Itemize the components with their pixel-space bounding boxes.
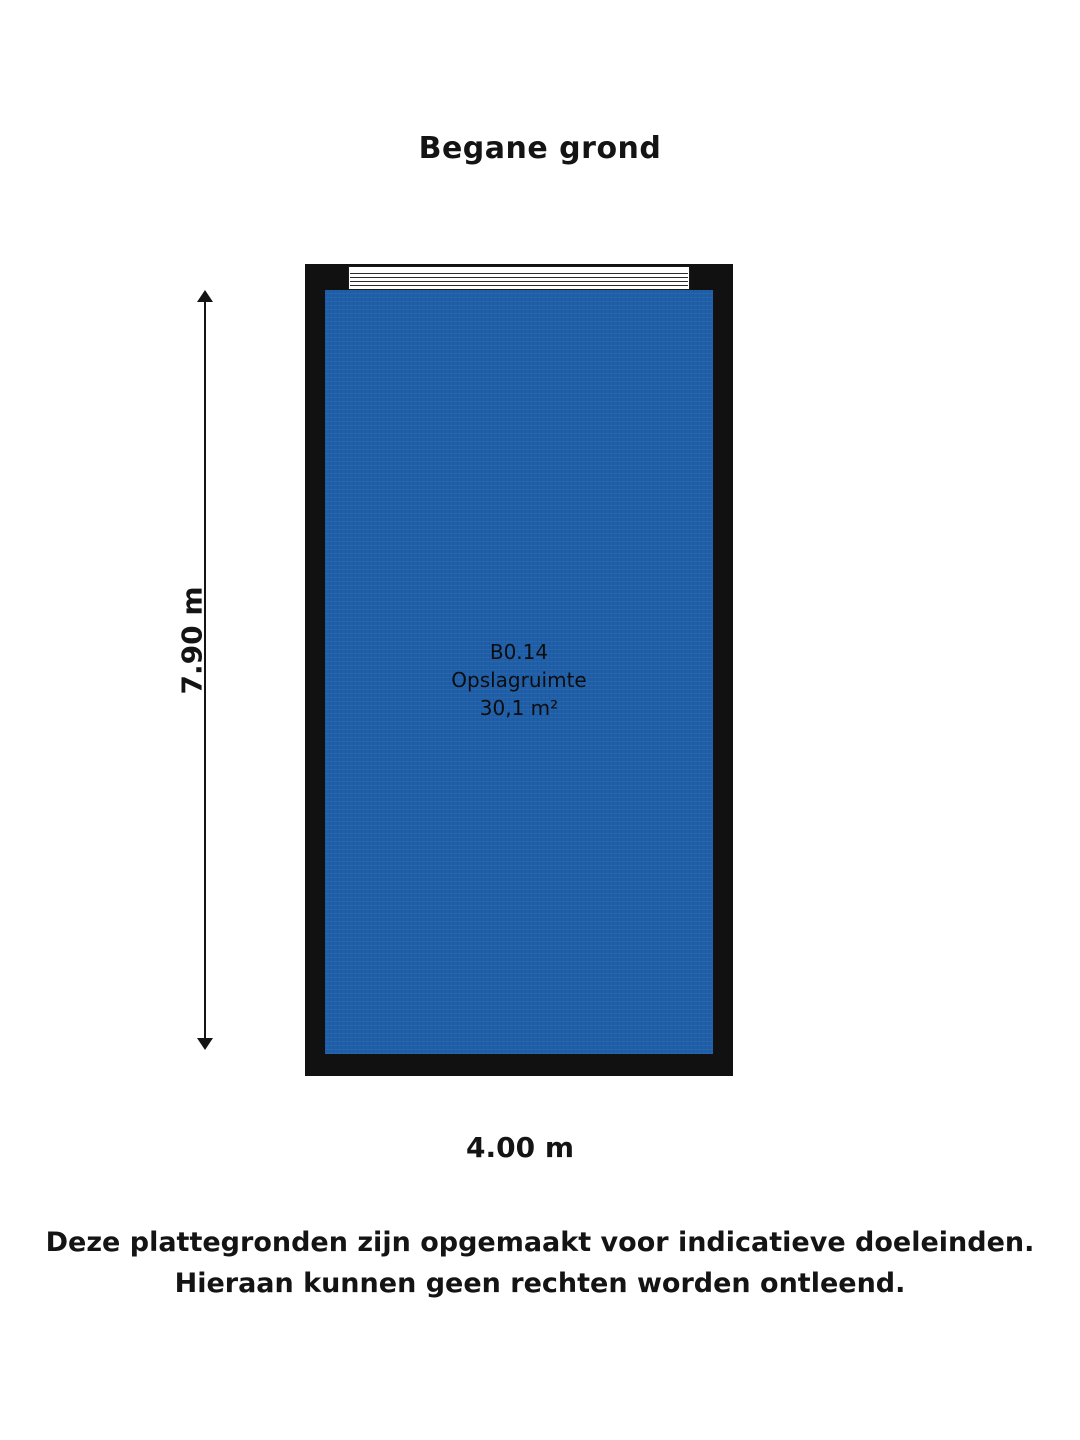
- door-slat: [350, 273, 688, 274]
- dimension-vertical-label: 7.90 m: [175, 586, 209, 695]
- room-area: 30,1 m²: [479, 696, 559, 720]
- room-code: B0.14: [489, 640, 549, 664]
- door-slat: [350, 277, 688, 278]
- disclaimer-line-1: Deze plattegronden zijn opgemaakt voor indicatieve doeleinden.: [45, 1227, 1035, 1258]
- dimension-vertical: [175, 290, 230, 1050]
- dimension-horizontal: [325, 1128, 715, 1172]
- overhead-door-icon: [348, 266, 690, 290]
- door-slat: [350, 285, 688, 286]
- arrow-down-icon: [197, 1038, 213, 1050]
- disclaimer-line-2: Hieraan kunnen geen rechten worden ontleend.: [174, 1268, 906, 1299]
- page-title: Begane grond: [418, 131, 662, 166]
- room-name: Opslagruimte: [451, 668, 587, 692]
- floor-plan: [305, 264, 733, 1076]
- room-label: [325, 638, 713, 722]
- door-slat: [350, 281, 688, 282]
- disclaimer: [0, 1222, 1080, 1304]
- dimension-horizontal-label: 4.00 m: [325, 1128, 715, 1167]
